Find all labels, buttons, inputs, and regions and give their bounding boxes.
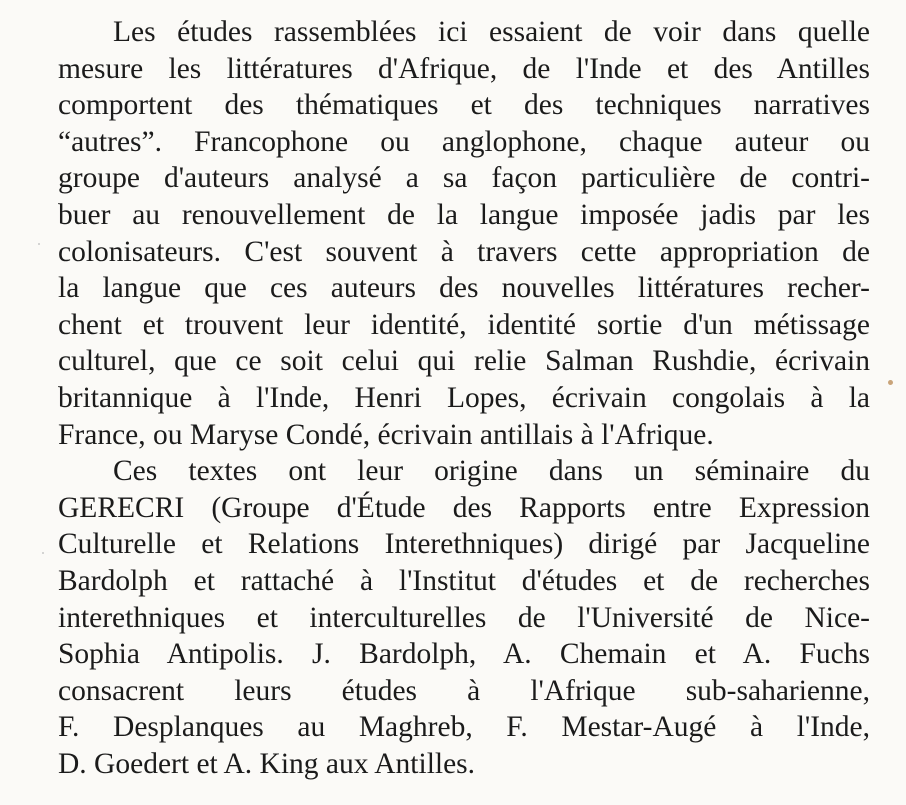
scan-speck (38, 243, 40, 245)
paragraph-line: groupe d'auteurs analysé a sa façon particulière de contri- (58, 162, 870, 195)
paragraph-line: France, ou Maryse Condé, écrivain antillais à l'Afrique. (58, 418, 714, 451)
paragraph-line: “autres”. Francophone ou anglophone, chaque auteur ou (58, 125, 870, 158)
paragraph-line: chent et trouvent leur identité, identité sortie d'un métissage (58, 308, 870, 341)
paragraph-line: colonisateurs. C'est souvent à travers cette appropriation de (58, 235, 870, 268)
scan-speck (42, 552, 44, 554)
paragraph-line: consacrent leurs études à l'Afrique sub-saharienne, (58, 674, 870, 707)
paragraph-line: mesure les littératures d'Afrique, de l'Inde et des Antilles (58, 52, 870, 85)
paragraph-line: GERECRI (Groupe d'Étude des Rapports entre Expression (58, 491, 870, 524)
paragraph-line: buer au renouvellement de la langue imposée jadis par les (58, 198, 870, 231)
scan-speck (888, 380, 893, 385)
paragraph-1 (58, 14, 870, 453)
paragraph-2 (58, 453, 870, 782)
paragraph-line: britannique à l'Inde, Henri Lopes, écrivain congolais à la (58, 381, 870, 414)
paragraph-line: la langue que ces auteurs des nouvelles littératures recher- (58, 272, 870, 305)
paragraph-line: comportent des thématiques et des techniques narratives (58, 89, 870, 122)
paragraph-line: Culturelle et Relations Interethniques) dirigé par Jacqueline (58, 528, 870, 561)
paragraph-line: Sophia Antipolis. J. Bardolph, A. Chemain et A. Fuchs (58, 638, 870, 671)
paragraph-line: Bardolph et rattaché à l'Institut d'études et de recherches (58, 564, 870, 597)
paragraph-line: D. Goedert et A. King aux Antilles. (58, 747, 476, 780)
paragraph-line: interethniques et interculturelles de l'Université de Nice- (58, 601, 870, 634)
paragraph-line: F. Desplanques au Maghreb, F. Mestar-Augé à l'Inde, (58, 711, 870, 744)
document-body (58, 14, 870, 782)
paragraph-line: Les études rassemblées ici essaient de voir dans quelle (113, 16, 870, 48)
paragraph-line: Ces textes ont leur origine dans un séminaire du (113, 455, 870, 488)
paragraph-line: culturel, que ce soit celui qui relie Salman Rushdie, écrivain (58, 345, 870, 378)
